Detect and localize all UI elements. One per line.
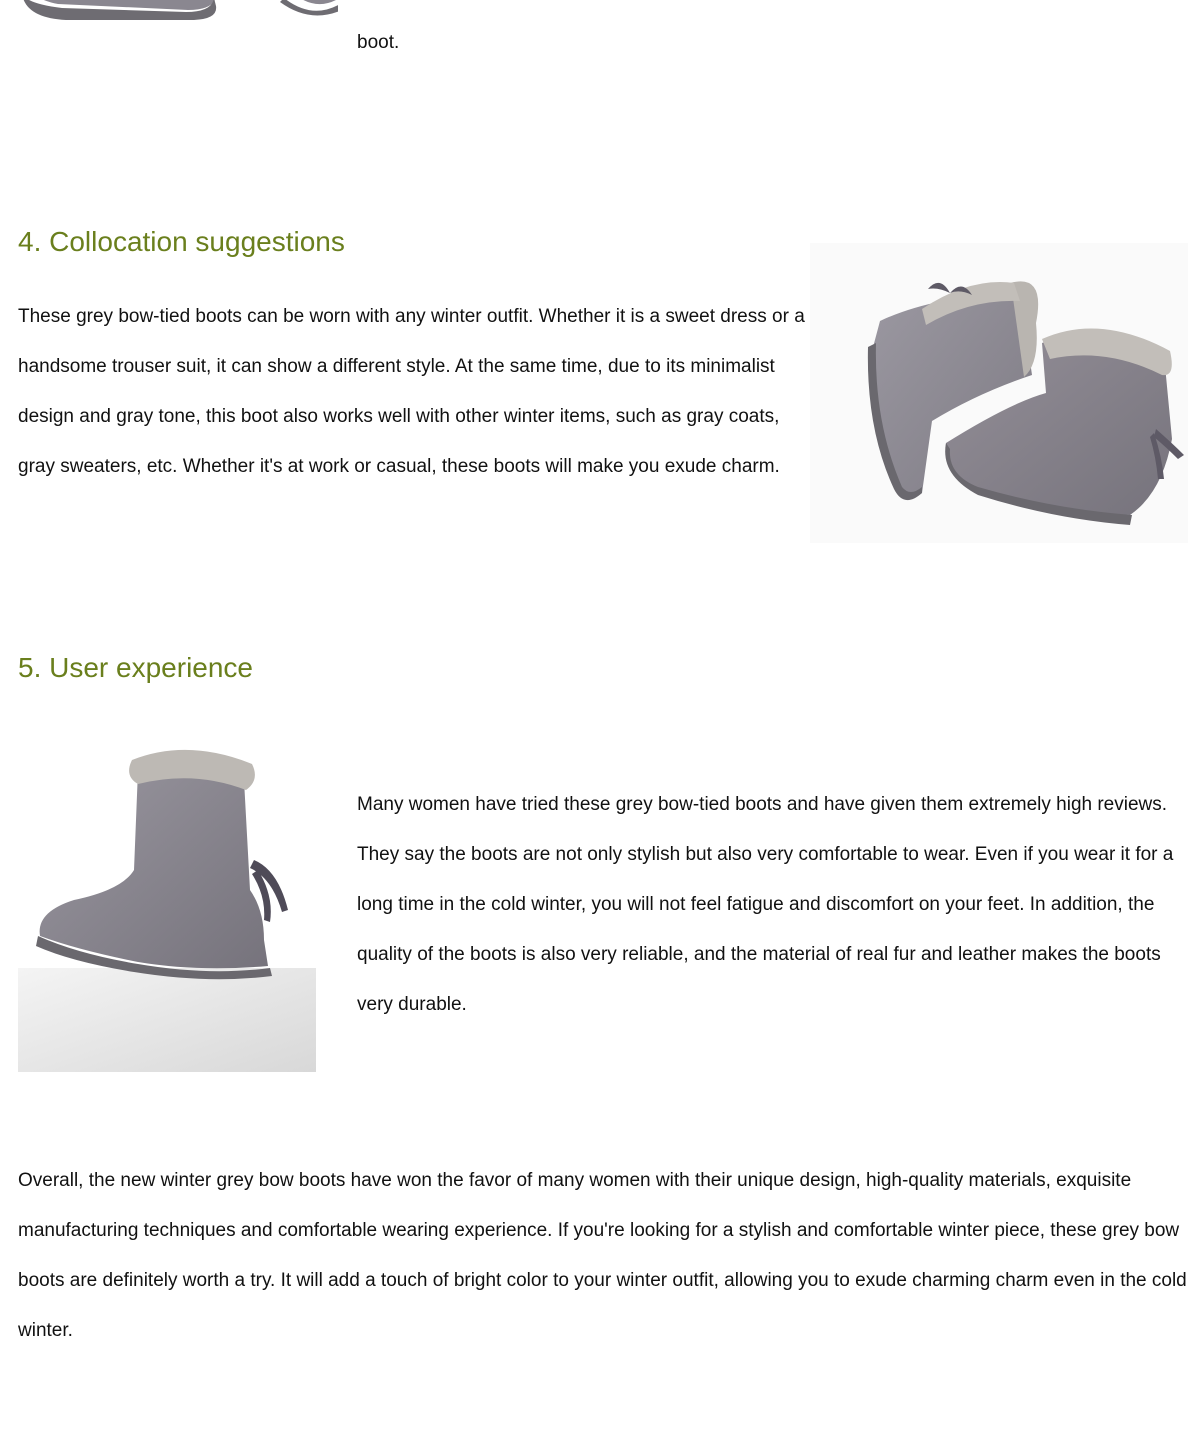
collocation-paragraph: These grey bow-tied boots can be worn with any winter outfit. Whether it is a sweet dress or a handsome trouser suit, it can show a different style. At the same time, due to its minimalist design and gray tone, this boot also works well with other winter items, such as gray coats, gray sweaters, etc. Whether it's at work or casual, these boots will make you exude charm. <box>18 306 805 477</box>
user-experience-paragraph: Many women have tried these grey bow-tied boots and have given them extremely high reviews. They say the boots are not only stylish but also very comfortable to wear. Even if you wear it for a long time in the cold winter, you will not feel fatigue and discomfort on your feet. In addition, the quality of the boots is also very reliable, and the material of real fur and leather makes the boots very durable. <box>357 794 1174 1015</box>
conclusion-paragraph: Overall, the new winter grey bow boots have won the favor of many women with their unique design, high-quality materials, exquisite manufacturing techniques and comfortable wearing experience. If you're looking for a stylish and comfortable winter piece, these grey bow boots are definitely worth a try. It will add a touch of bright color to your winter outfit, allowing you to exude charming charm even in the cold winter. <box>18 1170 1187 1341</box>
boot-photo-top <box>18 0 338 22</box>
boots-pair-photo <box>810 243 1188 543</box>
single-boot-photo <box>18 740 316 1072</box>
intro-tail-text: boot. <box>357 32 400 53</box>
section-heading-user-experience: 5. User experience <box>18 652 254 683</box>
section-heading-collocation: 4. Collocation suggestions <box>18 226 345 257</box>
